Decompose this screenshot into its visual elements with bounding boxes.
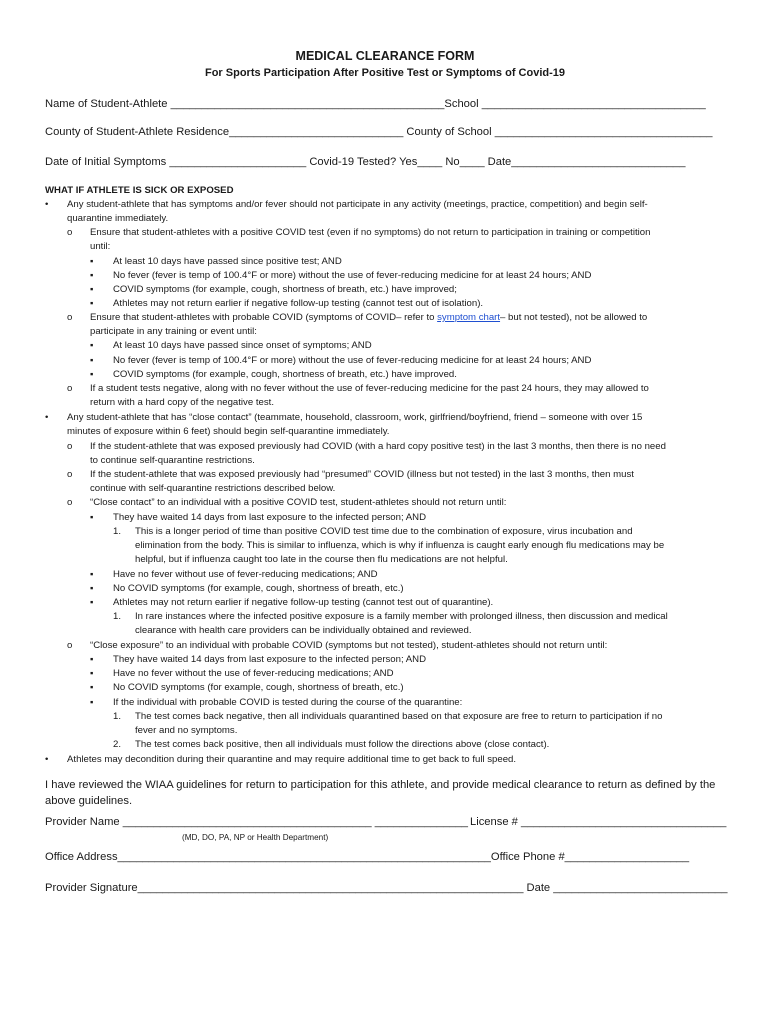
- guideline-text: If the student-athlete that was exposed previously had “presumed” COVID (illness but not tested) in the last 3 months, then must: [90, 469, 634, 480]
- circle-marker: o: [67, 497, 73, 508]
- guideline-text: return with a hard copy of the negative test.: [90, 397, 274, 408]
- guideline-text: Have no fever without use of fever-reducing medications; AND: [113, 569, 378, 580]
- guideline-text: – but not tested), not be allowed to: [500, 312, 648, 323]
- bullet-marker: •: [45, 199, 49, 210]
- square-marker: ▪: [90, 270, 94, 281]
- number-marker: 1.: [113, 711, 122, 722]
- guideline-text: Any student-athlete that has symptoms and/or fever should not participate in any activity (meetings, practice, competition) and begin self-: [67, 199, 648, 210]
- guideline-text: In rare instances where the infected positive exposure is a family member with prolonged illness, then discussion and medical: [135, 611, 668, 622]
- guideline-text: Ensure that student-athletes with probable COVID (symptoms of COVID– refer to: [90, 312, 438, 323]
- guideline-text-with-link: [90, 312, 647, 324]
- guideline-text: Athletes may decondition during their quarantine and may require additional time to get back to full speed.: [67, 754, 517, 765]
- circle-marker: o: [67, 227, 73, 238]
- guideline-text: If the individual with probable COVID is tested during the course of the quarantine:: [113, 697, 463, 708]
- symptom-chart-link[interactable]: symptom chart: [437, 312, 501, 323]
- guideline-text: No fever (fever is temp of 100.4°F or more) without the use of fever-reducing medicine for at least 24 hours; AND: [113, 355, 592, 366]
- guideline-text: “Close contact” to an individual with a positive COVID test, student-athletes should not return until:: [90, 497, 507, 508]
- square-marker: ▪: [90, 298, 94, 309]
- guideline-text: Ensure that student-athletes with a positive COVID test (even if no symptoms) do not return to participation in training or competition: [90, 227, 651, 238]
- square-marker: ▪: [90, 682, 94, 693]
- guideline-text: until:: [90, 241, 111, 252]
- guideline-text: No fever (fever is temp of 100.4°F or more) without the use of fever-reducing medicine for at least 24 hours; AND: [113, 270, 592, 281]
- number-marker: 1.: [113, 611, 122, 622]
- guideline-text: quarantine immediately.: [67, 213, 169, 224]
- guideline-text: The test comes back positive, then all individuals must follow the directions above (close contact).: [135, 739, 550, 750]
- guideline-text: Athletes may not return earlier if negative follow-up testing (cannot test out of isolation).: [113, 298, 484, 309]
- name-school-field-line[interactable]: Name of Student-Athlete ____________________________________________School ____________________________________: [45, 98, 706, 110]
- guideline-text: The test comes back negative, then all individuals quarantined based on that exposure are free to return to participation if no: [135, 711, 663, 722]
- square-marker: ▪: [90, 597, 94, 608]
- square-marker: ▪: [90, 340, 94, 351]
- section-heading: WHAT IF ATHLETE IS SICK OR EXPOSED: [45, 185, 234, 196]
- circle-marker: o: [67, 640, 73, 651]
- guideline-text: Athletes may not return earlier if negative follow-up testing (cannot test out of quarantine).: [113, 597, 494, 608]
- guideline-text: minutes of exposure within 6 feet) should begin self-quarantine immediately.: [67, 426, 390, 437]
- credential-note: (MD, DO, PA, NP or Health Department): [182, 833, 329, 842]
- office-address-phone-field[interactable]: Office Address____________________________________________________________Office Phone #____________________: [45, 851, 690, 863]
- provider-signature-date-field[interactable]: Provider Signature______________________________________________________________ Date ____________________________: [45, 882, 728, 894]
- guideline-text: No COVID symptoms (for example, cough, shortness of breath, etc.): [113, 583, 404, 594]
- bullet-marker: •: [45, 754, 49, 765]
- square-marker: ▪: [90, 512, 94, 523]
- guideline-text: “Close exposure” to an individual with probable COVID (symptoms but not tested), student-athletes should not return until:: [90, 640, 608, 651]
- number-marker: 1.: [113, 526, 122, 537]
- guideline-text: If the student-athlete that was exposed previously had COVID (with a hard copy positive test) in the last 3 months, then there is no need: [90, 441, 666, 452]
- square-marker: ▪: [90, 654, 94, 665]
- guideline-text: helpful, but if influenza caught too late in the course then flu medications are not helpful.: [135, 554, 508, 565]
- license-field[interactable]: License # _________________________________: [470, 816, 727, 828]
- square-marker: ▪: [90, 668, 94, 679]
- county-field-line[interactable]: County of Student-Athlete Residence____________________________ County of School ___________________________________: [45, 126, 713, 138]
- guideline-text: They have waited 14 days from last exposure to the infected person; AND: [113, 512, 427, 523]
- square-marker: ▪: [90, 583, 94, 594]
- symptoms-tested-field-line[interactable]: Date of Initial Symptoms ______________________ Covid-19 Tested? Yes____ No____ Date____________________________: [45, 156, 686, 168]
- guideline-text: At least 10 days have passed since positive test; AND: [113, 256, 342, 267]
- circle-marker: o: [67, 469, 73, 480]
- square-marker: ▪: [90, 369, 94, 380]
- square-marker: ▪: [90, 697, 94, 708]
- form-title: MEDICAL CLEARANCE FORM: [295, 49, 475, 63]
- guideline-text: to continue self-quarantine restrictions.: [90, 455, 255, 466]
- guideline-text: COVID symptoms (for example, cough, shortness of breath, etc.) have improved.: [113, 369, 457, 380]
- guideline-text: elimination from the body. This is similar to influenza, which is why if influenza is caught early enough flu medications may be: [135, 540, 665, 551]
- clearance-statement: I have reviewed the WIAA guidelines for return to participation for this athlete, and provide medical clearance to return as defined by the above guidelines.: [45, 779, 716, 807]
- guideline-text: COVID symptoms (for example, cough, shortness of breath, etc.) have improved;: [113, 284, 457, 295]
- guideline-text: Any student-athlete that has “close contact” (teammate, household, classroom, work, girlfriend/boyfriend, friend – someone with over 15: [67, 412, 643, 423]
- guideline-text: No COVID symptoms (for example, cough, shortness of breath, etc.): [113, 682, 404, 693]
- guideline-text: At least 10 days have passed since onset of symptoms; AND: [113, 340, 372, 351]
- guideline-text: They have waited 14 days from last exposure to the infected person; AND: [113, 654, 427, 665]
- guideline-text: fever and no symptoms.: [135, 725, 238, 736]
- square-marker: ▪: [90, 256, 94, 267]
- circle-marker: o: [67, 441, 73, 452]
- square-marker: ▪: [90, 284, 94, 295]
- provider-name-field[interactable]: Provider Name ________________________________________ _______________: [45, 816, 469, 828]
- bullet-marker: •: [45, 412, 49, 423]
- circle-marker: o: [67, 383, 73, 394]
- guideline-text: participate in any training or event until:: [90, 326, 257, 337]
- circle-marker: o: [67, 312, 73, 323]
- guideline-text: If a student tests negative, along with no fever without the use of fever-reducing medicine for the past 24 hours, they may allowed to: [90, 383, 649, 394]
- square-marker: ▪: [90, 569, 94, 580]
- guideline-text: Have no fever without the use of fever-reducing medications; AND: [113, 668, 394, 679]
- form-subtitle: For Sports Participation After Positive Test or Symptoms of Covid-19: [204, 67, 565, 79]
- guideline-text: This is a longer period of time than positive COVID test time due to the combination of exposure, virus incubation and: [135, 526, 633, 537]
- square-marker: ▪: [90, 355, 94, 366]
- guideline-text: clearance with health care providers can be individually obtained and reviewed.: [135, 625, 472, 636]
- guideline-text: continue with self-quarantine restrictions described below.: [90, 483, 336, 494]
- number-marker: 2.: [113, 739, 122, 750]
